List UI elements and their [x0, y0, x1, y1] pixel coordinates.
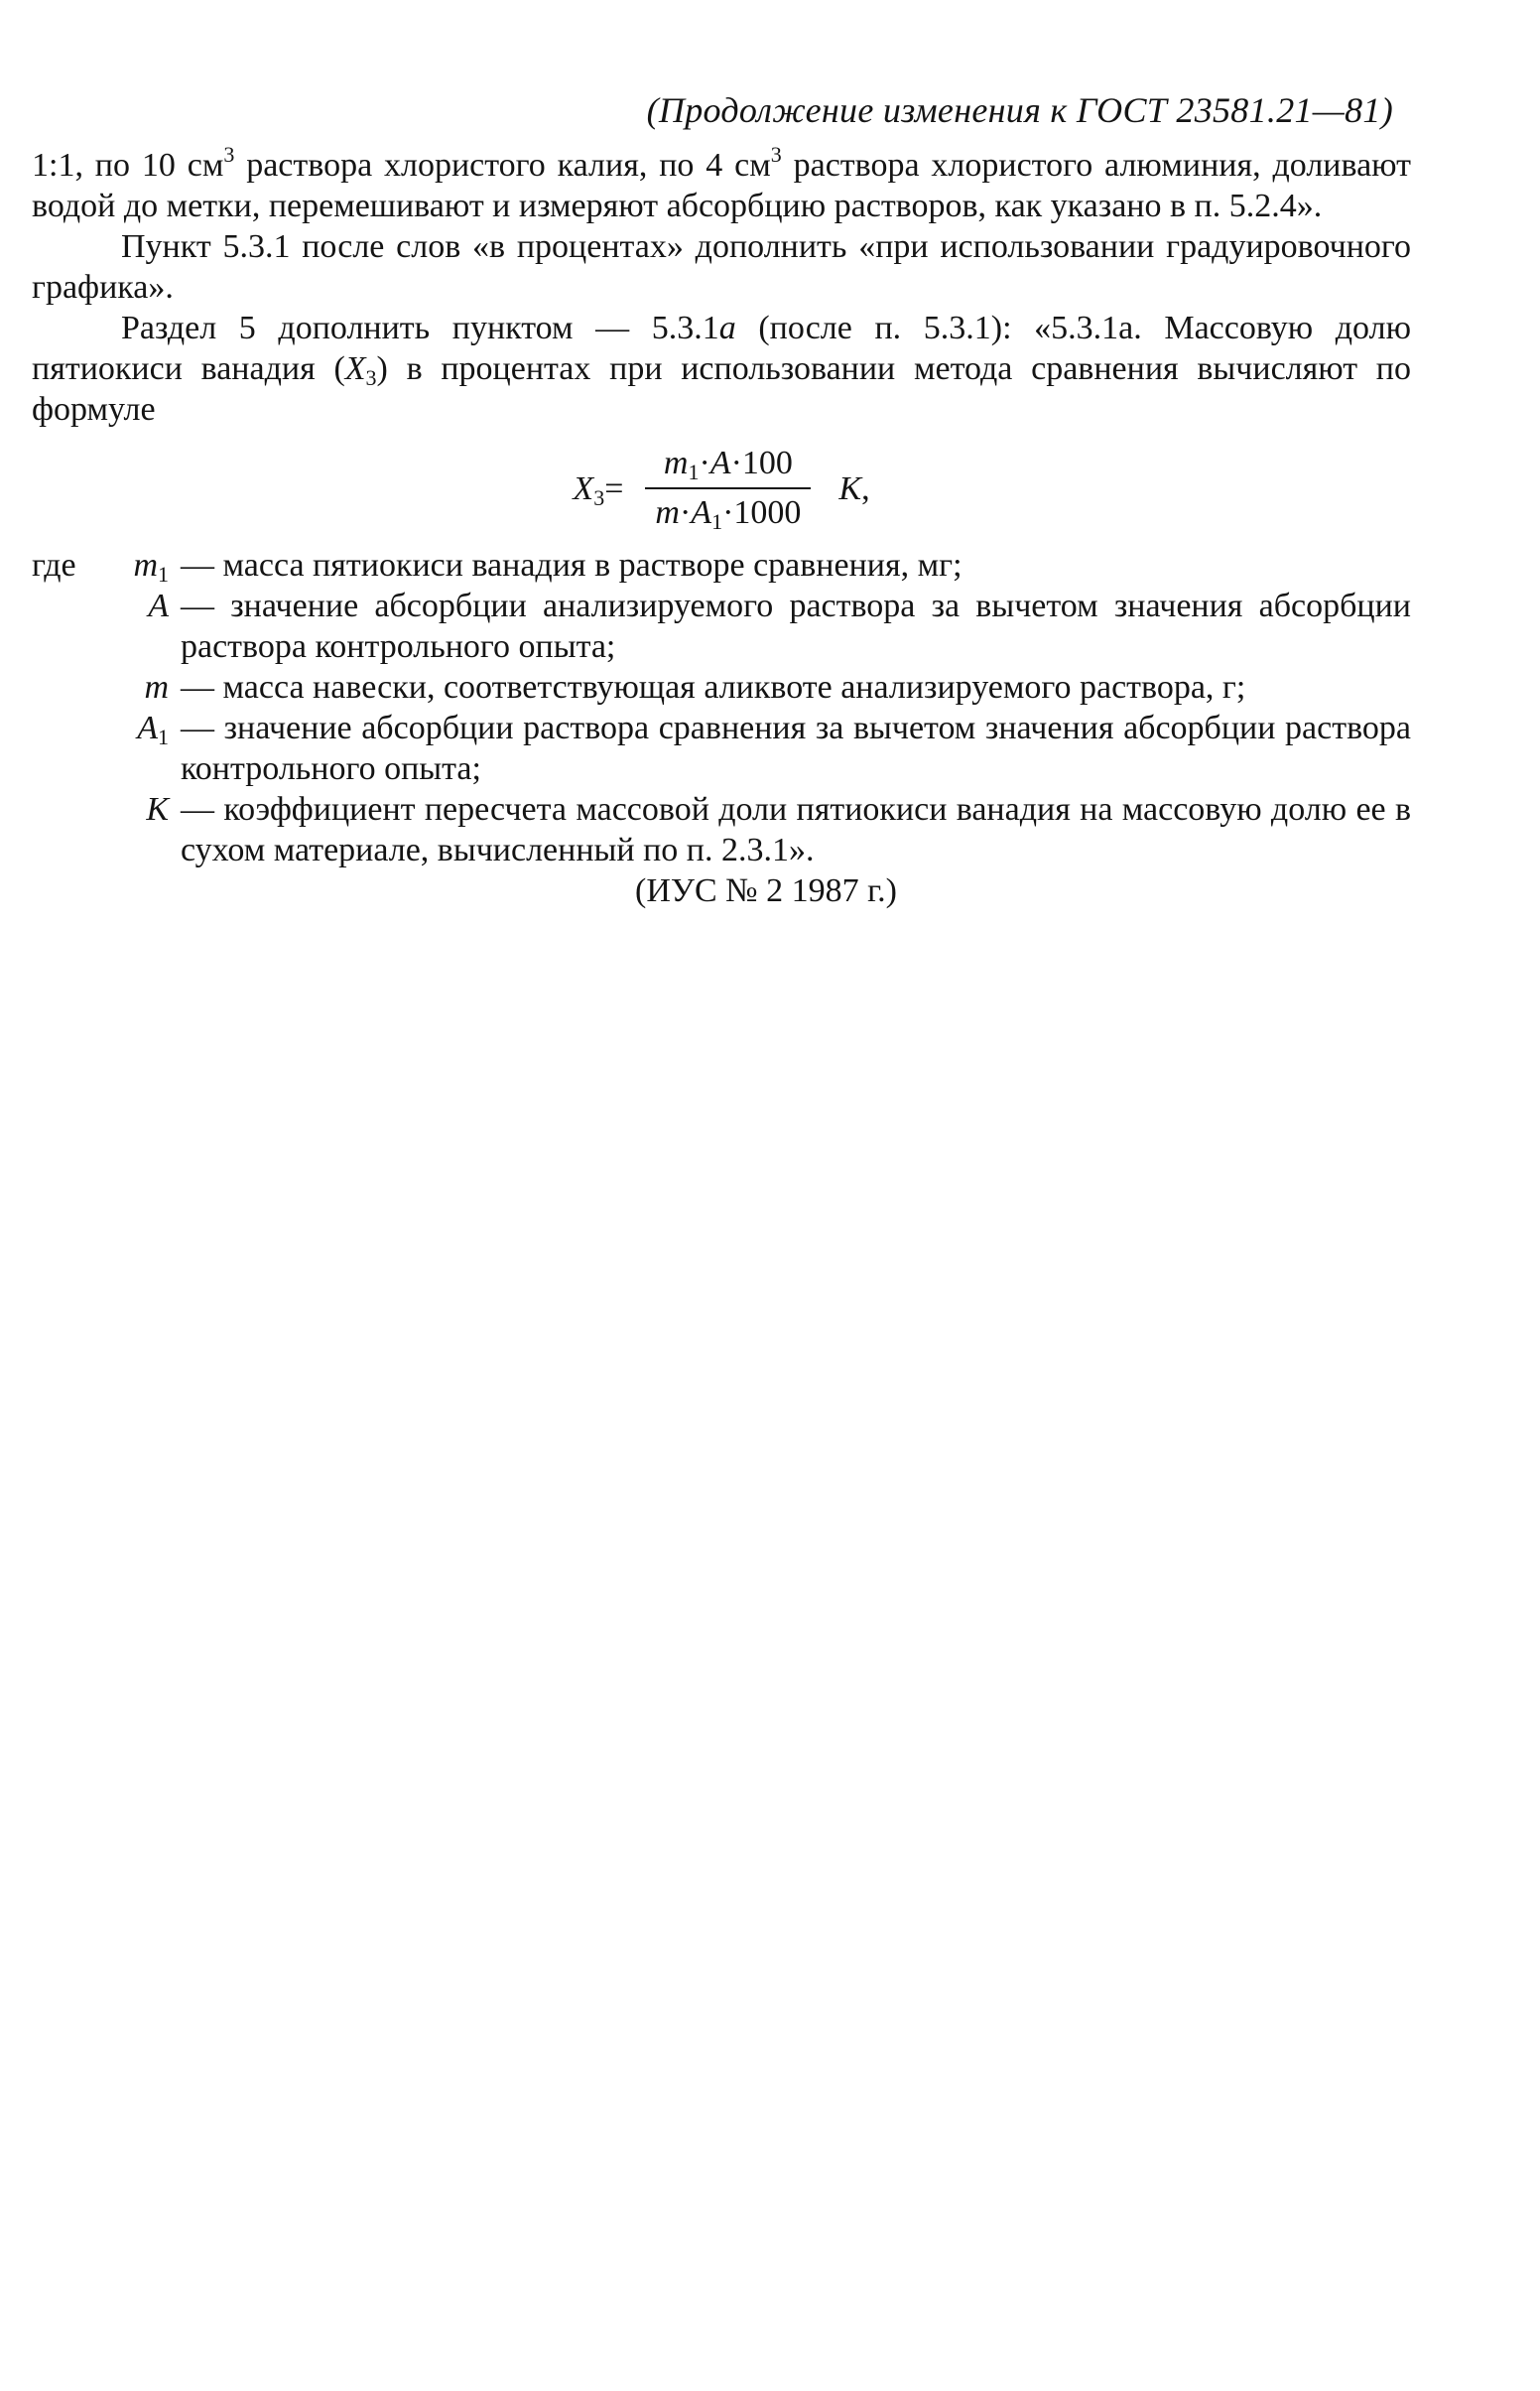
num-a: A — [709, 445, 731, 481]
definition-a — [32, 586, 1411, 667]
para3-var-x: X — [344, 350, 366, 387]
definitions-list — [32, 545, 1411, 870]
para3-text-c: ) в процентах при использовании метода сравнения вычисляют по формуле — [32, 350, 1411, 428]
para1-text-a: 1:1, по 10 см — [32, 147, 224, 184]
paragraph-2: Пункт 5.3.1 после слов «в процентах» дополнить «при использовании градуировочного графика». — [32, 228, 1411, 306]
formula-lhs-sub: 3 — [593, 484, 605, 510]
num-rest: ·100 — [730, 445, 793, 481]
para1-text-b: раствора хлористого калия, по 4 см — [234, 147, 771, 184]
formula-numerator — [654, 444, 803, 487]
num-m: m — [663, 445, 689, 481]
formula-lhs — [573, 468, 623, 509]
definition-text: — значение абсорбции анализируемого раствора за вычетом значения абсорбции раствора контрольного опыта; — [181, 588, 1411, 665]
formula-rhs — [838, 468, 869, 509]
definition-m — [32, 667, 1411, 708]
symbol-var: A — [148, 588, 169, 624]
definition-symbol — [32, 667, 181, 708]
definition-symbol — [32, 789, 181, 830]
symbol-var: m — [133, 547, 158, 584]
den-rest: ·1000 — [722, 494, 802, 531]
symbol-sub: 1 — [158, 725, 169, 749]
formula-lhs-var: X — [573, 469, 594, 507]
formula-denominator — [645, 489, 811, 533]
definition-symbol — [32, 586, 181, 626]
definition-text: — масса пятиокиси ванадия в растворе сравнения, мг; — [181, 547, 962, 584]
formula-rhs-var: K — [838, 469, 862, 507]
definition-text: — значение абсорбции раствора сравнения за вычетом значения абсорбции раствора контрольного опыта; — [181, 710, 1411, 787]
definition-m1 — [32, 545, 1411, 586]
source-reference: (ИУС № 2 1987 г.) — [635, 872, 897, 909]
num-m-sub: 1 — [688, 460, 700, 484]
definition-text: — коэффициент пересчета массовой доли пятиокиси ванадия на массовую долю ее в сухом материале, вычисленный по п. 2.3.1». — [181, 791, 1411, 868]
symbol-var: m — [144, 669, 169, 706]
den-a: A — [691, 494, 712, 531]
para3-var-x-sub: 3 — [365, 365, 377, 390]
den-m: m — [655, 494, 680, 531]
paragraph-1 — [32, 142, 1411, 226]
formula-equals: = — [604, 469, 624, 507]
para3-text-b: (после п. 5.3.1): «5.3.1а. Массовую долю пятиокиси ванадия ( — [32, 310, 1411, 387]
definition-a1 — [32, 708, 1411, 789]
formula-fraction — [645, 444, 811, 533]
definition-symbol — [32, 708, 181, 748]
para1-text-c: раствора хлористого алюминия, доливают водой до метки, перемешивают и измеряют абсорбцию растворов, как указано в п. 5.2.4». — [32, 147, 1411, 224]
symbol-sub: 1 — [158, 562, 169, 587]
para3-text-a: Раздел 5 дополнить пунктом — 5.3.1 — [121, 310, 719, 346]
document-body — [32, 142, 1411, 911]
num-dot: · — [699, 445, 710, 481]
den-dot: · — [679, 494, 692, 531]
page-header: (Продолжение изменения к ГОСТ 23581.21—81) — [646, 90, 1393, 130]
para1-sup-1: 3 — [223, 142, 235, 167]
formula — [32, 434, 1411, 543]
symbol-var: A — [137, 710, 158, 746]
para3-italic-a: а — [718, 310, 736, 346]
definition-symbol — [32, 545, 181, 586]
symbol-var: K — [146, 791, 169, 828]
para1-sup-2: 3 — [770, 142, 782, 167]
den-a-sub: 1 — [711, 509, 723, 534]
definition-k — [32, 789, 1411, 870]
where-label: где — [32, 547, 76, 584]
formula-rhs-comma: , — [861, 469, 870, 507]
paragraph-3 — [32, 308, 1411, 430]
definition-text: — масса навески, соответствующая аликвоте анализируемого раствора, г; — [181, 669, 1246, 706]
